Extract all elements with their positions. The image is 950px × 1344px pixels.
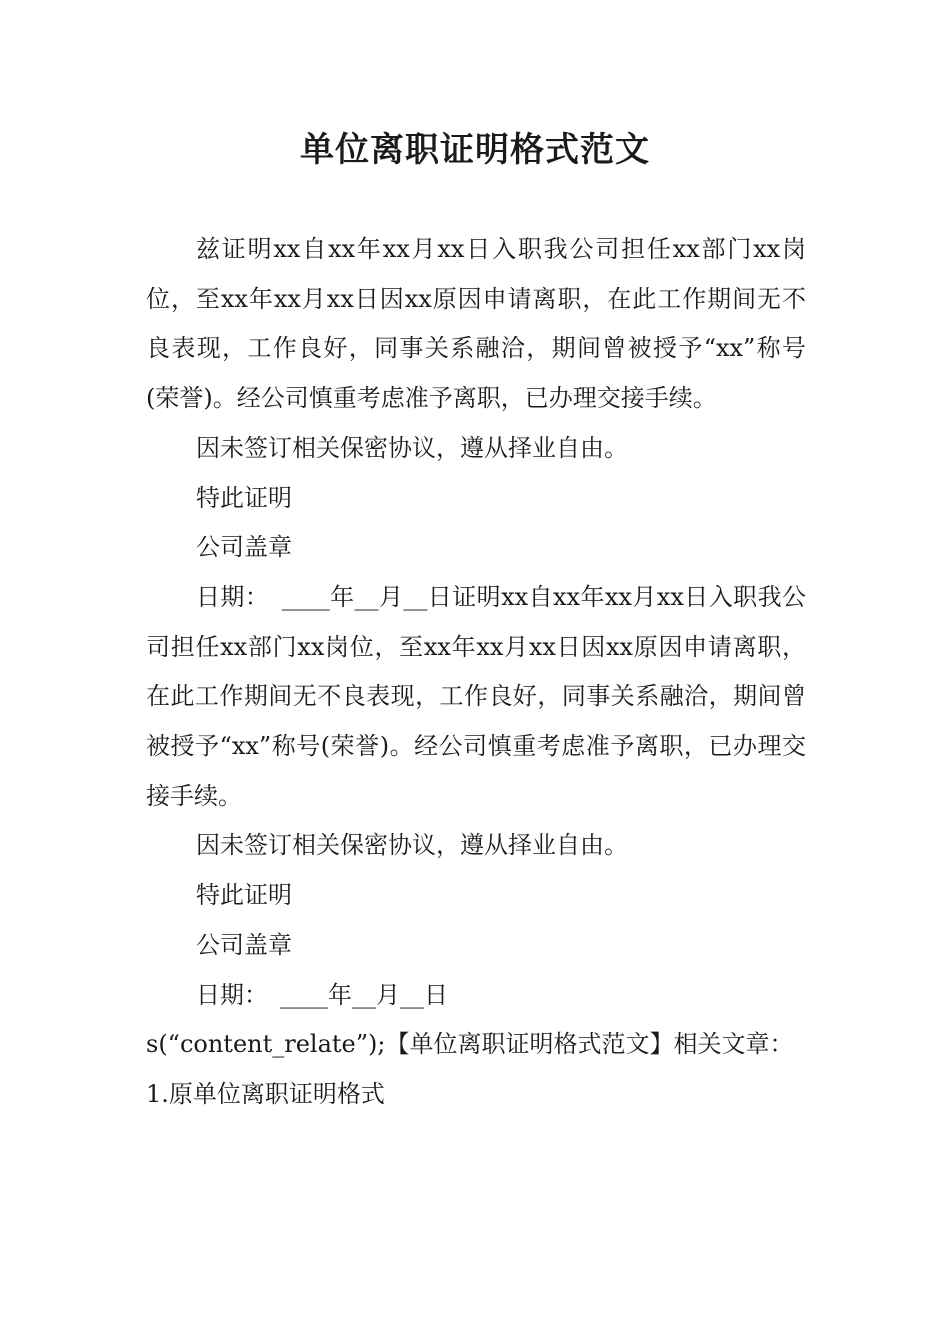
paragraph-certification: 兹证明xx自xx年xx月xx日入职我公司担任xx部门xx岗位，至xx年xx月xx日因xx原因申请离职，在此工作期间无不良表现，工作良好，同事关系融洽，期间曾被授予“xx”称号(荣誉)。经公司慎重考虑准予离职，已办理交接手续。: [146, 235, 806, 413]
paragraph-date-and-certification: 日期： ____年__月__日证明xx自xx年xx月xx日入职我公司担任xx部门xx岗位，至xx年xx月xx日因xx原因申请离职，在此工作期间无不良表现，工作良好，同事关系融洽，期间曾被授予“xx”称号(荣誉)。经公司慎重考虑准予离职，已办理交接手续。: [146, 582, 806, 810]
paragraph-company-seal-repeat: 公司盖章: [196, 930, 292, 959]
document-body: [146, 225, 806, 1120]
paragraph-confidentiality-repeat: 因未签订相关保密协议，遵从择业自由。: [196, 831, 628, 860]
document-title: 单位离职证明格式范文: [300, 130, 650, 170]
paragraph-confidentiality: 因未签订相关保密协议，遵从择业自由。: [196, 433, 628, 462]
paragraph-company-seal: 公司盖章: [196, 533, 292, 562]
paragraph-hereby-certify: 特此证明: [196, 483, 292, 512]
related-article-item[interactable]: 1.原单位离职证明格式: [146, 1079, 385, 1108]
paragraph-hereby-certify-repeat: 特此证明: [196, 881, 292, 910]
paragraph-date: 日期： ____年__月__日: [196, 980, 448, 1009]
related-articles-line: s(“content_relate”);【单位离职证明格式范文】相关文章：: [146, 1030, 794, 1059]
